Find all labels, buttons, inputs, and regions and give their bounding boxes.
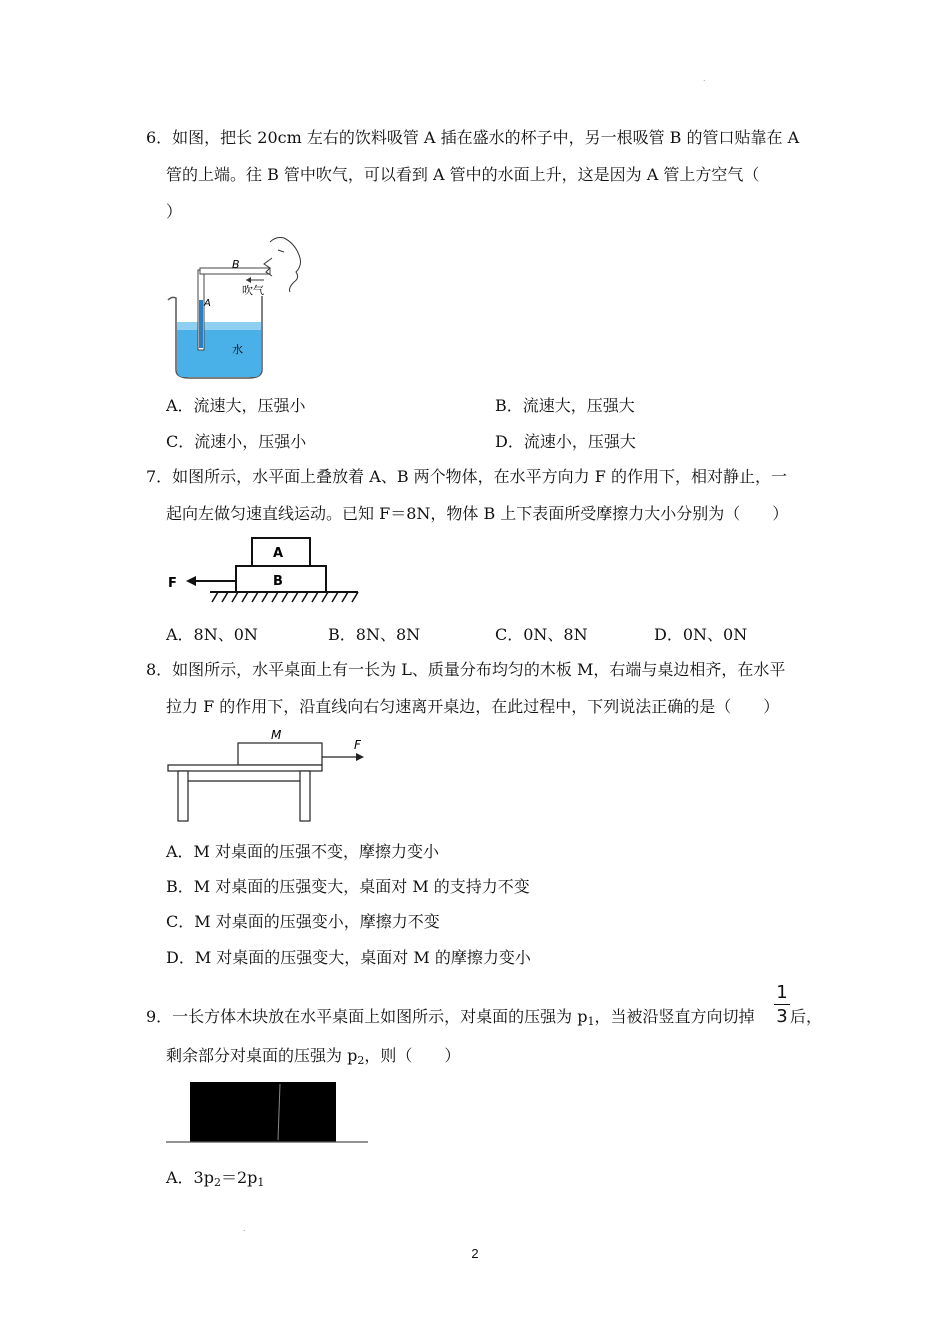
q9-fraction-denominator: 3 bbox=[776, 1006, 788, 1027]
q9-option-a-sub1: 2 bbox=[213, 1176, 221, 1189]
q7-option-b: B．8N、8N bbox=[328, 625, 421, 644]
q9-fraction bbox=[774, 982, 790, 1027]
q9-fraction-bar bbox=[774, 1004, 790, 1005]
q8-label-m: M bbox=[271, 728, 282, 742]
q6-label-water: 水 bbox=[232, 343, 243, 356]
q6-option-b: B．流速大，压强大 bbox=[495, 396, 635, 415]
page-number: 2 bbox=[471, 1246, 479, 1261]
q9-option-a bbox=[166, 1168, 264, 1193]
q8-label-f: F bbox=[354, 738, 361, 752]
q9-option-a-text: A．3p bbox=[166, 1168, 214, 1187]
q7-option-a: A．8N、0N bbox=[166, 625, 258, 644]
q8-option-d: D．M 对桌面的压强变大，桌面对 M 的摩擦力变小 bbox=[166, 948, 531, 967]
q8-line2: 拉力 F 的作用下，沿直线向右匀速离开桌边，在此过程中，下列说法正确的是（ ） bbox=[166, 697, 780, 716]
q6-option-c: C．流速小，压强小 bbox=[166, 432, 307, 451]
decor-dot-2: . bbox=[243, 1224, 246, 1233]
q8-line1: 8．如图所示，水平桌面上有一长为 L、质量分布均匀的木板 M，右端与桌边相齐，在水平 bbox=[146, 660, 786, 679]
q8-table-figure bbox=[164, 727, 374, 825]
q9-line1-text: 9．一长方体木块放在水平桌面上如图所示，对桌面的压强为 p bbox=[146, 1007, 588, 1026]
q9-block-figure bbox=[164, 1080, 374, 1146]
q9-line1-end: 后， bbox=[790, 1007, 823, 1026]
q6-option-a: A．流速大，压强小 bbox=[166, 396, 306, 415]
q9-fraction-numerator: 1 bbox=[776, 982, 788, 1003]
q7-line2: 起向左做匀速直线运动。已知 F＝8N，物体 B 上下表面所受摩擦力大小分别为（ ） bbox=[166, 504, 789, 523]
q9-line2-text2: ，则（ ） bbox=[364, 1046, 461, 1065]
q8-option-c: C．M 对桌面的压强变小，摩擦力不变 bbox=[166, 912, 440, 931]
q6-line3: ） bbox=[166, 202, 183, 221]
q6-label-b: B bbox=[232, 258, 240, 271]
q7-label-b: B bbox=[273, 574, 283, 589]
q6-line2: 管的上端。往 B 管中吹气，可以看到 A 管中的水面上升，这是因为 A 管上方空气（ bbox=[166, 165, 760, 184]
decor-dot: . bbox=[703, 74, 706, 83]
q7-option-c: C．0N、8N bbox=[495, 625, 588, 644]
q7-blocks-figure bbox=[164, 534, 364, 608]
q9-line2-text: 剩余部分对桌面的压强为 p bbox=[166, 1046, 358, 1065]
q9-sub2: 2 bbox=[357, 1054, 365, 1067]
q9-line1-text2: ，当被沿竖直方向切掉 bbox=[594, 1007, 755, 1026]
q9-option-a-sub2: 1 bbox=[257, 1176, 265, 1189]
q6-label-a: A bbox=[204, 298, 211, 309]
q8-option-b: B．M 对桌面的压强变大，桌面对 M 的支持力不变 bbox=[166, 877, 530, 896]
q9-option-a-text2: ＝2p bbox=[220, 1168, 258, 1187]
q9-line2 bbox=[166, 1046, 460, 1071]
q7-label-a: A bbox=[273, 546, 284, 561]
q6-straw-figure bbox=[160, 230, 320, 382]
q9-line1 bbox=[146, 1007, 755, 1032]
q6-option-d: D．流速小，压强大 bbox=[495, 432, 636, 451]
q8-option-a: A．M 对桌面的压强不变，摩擦力变小 bbox=[166, 842, 440, 861]
q9-sub1: 1 bbox=[587, 1015, 595, 1028]
q6-label-blow: 吹气 bbox=[242, 284, 264, 297]
q7-label-f: F bbox=[168, 576, 177, 591]
q7-option-d: D．0N、0N bbox=[654, 625, 748, 644]
q6-line1: 6．如图，把长 20cm 左右的饮料吸管 A 插在盛水的杯子中，另一根吸管 B 的管口贴靠在 A bbox=[146, 128, 800, 147]
q7-line1: 7．如图所示，水平面上叠放着 A、B 两个物体，在水平方向力 F 的作用下，相对静止，一 bbox=[146, 467, 787, 486]
